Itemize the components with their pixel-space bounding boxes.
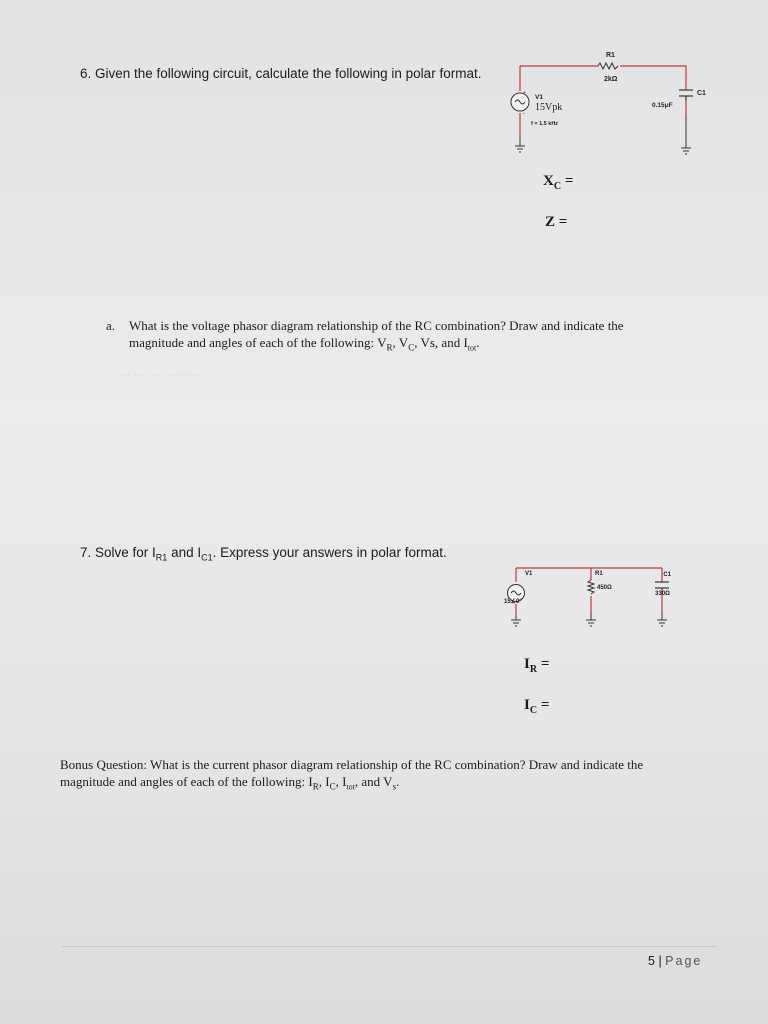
source-name: V1 [525,571,533,577]
ground-symbol [515,138,525,152]
ir-equation-label: $I_R$ = [524,656,550,675]
circuit-diagram-rc-parallel [470,560,670,636]
question-6-label: 6. Given the following circuit, calculate the following in polar format. [80,66,482,81]
capacitor-name: C1 [663,572,671,578]
question-7-label: 7. Solve for $I_{R1}$ and $I_{C1}$. Express your answers in polar format. [80,545,447,563]
page-word: Page [665,954,703,968]
z-equation-label: Z = [545,214,568,230]
ground-symbol [657,612,667,626]
source-value: 15∠0° [504,599,522,605]
bonus-question-line2: magnitude and angles of each of the following: $I_R$, $I_C$, $I_{tot}$, and $V_s$. [60,774,400,792]
resistor-value: 2kΩ [604,76,618,83]
capacitor-name: C1 [697,90,706,97]
capacitor-value: 0.15μF [652,102,673,109]
capacitor-symbol [679,90,693,101]
bleed-through-text: ··· ··· ··· ··· ··· ··· [118,368,205,382]
ground-symbol [681,116,691,154]
source-voltage: 15Vpk [535,102,563,113]
svg-text:-: - [523,111,525,117]
bonus-question-line1: Bonus Question: What is the current phasor diagram relationship of the RC combination? Draw and indicate the [60,757,644,772]
footer-divider [62,946,717,947]
page-footer [648,954,702,968]
capacitor-symbol [655,582,669,590]
resistor-symbol [588,580,594,594]
ground-symbol [511,615,521,626]
svg-text:+: + [523,90,526,96]
capacitor-value: 330Ω [655,591,670,597]
xc-equation-label: $X_C$ = [543,173,574,192]
question-6a-marker: a. [106,318,116,333]
circuit-diagram-rc-series [505,46,715,158]
resistor-symbol [598,63,618,69]
page-separator: | [658,954,662,968]
resistor-name: R1 [595,571,603,577]
resistor-value: 450Ω [597,585,612,591]
source-name: V1 [535,94,543,101]
page-number: 5 [648,954,655,968]
question-6a-line1: What is the voltage phasor diagram relationship of the RC combination? Draw and indicate the [129,318,624,333]
ground-symbol [586,612,596,626]
ic-equation-label: $I_C$ = [524,697,550,716]
source-frequency: f = 1.5 kHz [531,121,559,127]
question-6a-line2: magnitude and angles of each of the following: $V_R$, $V_C$, Vs, and $I_{tot}$. [129,335,480,353]
resistor-name: R1 [606,52,615,59]
ac-source-symbol [511,90,529,117]
